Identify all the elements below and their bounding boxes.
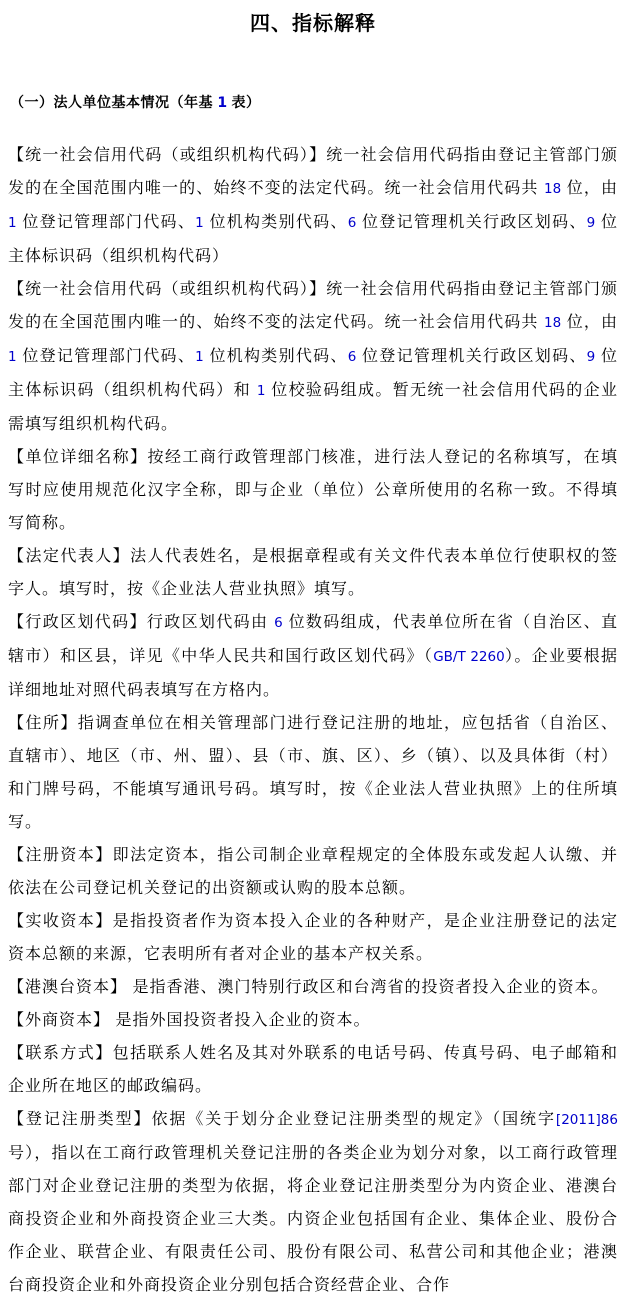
paragraph-text: 号），指以在工商行政管理机关登记注册的各类企业为划分对象，以工商行政管理部门对企业登记注册的类型为依据，将企业登记注册类型分为内资企业、港澳台商投资企业和外商投资企业三大类。内资企业包括国有企业、集体企业、股份合作企业、联营企业、有限责任公司、股份有限公司、私营公司和其他企业；港澳台商投资企业和外商投资企业分别包括合资经营企业、合作 (8, 1145, 618, 1294)
paragraph-text: ）。企业要根据详细地址对照代码表填写在方格内。 (8, 648, 618, 699)
inline-number: 6 (347, 215, 357, 231)
definition-paragraph (8, 139, 618, 273)
inline-number: 1 (256, 383, 266, 399)
inline-number: 1 (195, 349, 204, 365)
paragraph-text: 位机构类别代码、 (203, 348, 348, 365)
paragraph-text: （一）法人单位基本情况（年基 (10, 94, 218, 110)
paragraph-text: 表） (227, 94, 261, 110)
definition-paragraph (8, 273, 618, 441)
paragraphs-container (8, 139, 618, 1302)
definition-paragraph (8, 540, 618, 606)
inline-number: 18 (544, 315, 562, 331)
paragraph-text: 位登记管理部门代码、 (16, 348, 196, 365)
inline-number: 1 (195, 215, 204, 231)
inline-number: 1 (8, 349, 17, 365)
inline-number: 6 (274, 615, 283, 631)
inline-number: 6 (347, 349, 357, 365)
definition-paragraph (8, 839, 618, 905)
paragraph-text: 【统一社会信用代码（或组织机构代码）】统一社会信用代码指由登记主管部门颁发的在全国范围内唯一的、始终不变的法定代码。统一社会信用代码共 (8, 281, 618, 331)
inline-number: GB/T 2260 (433, 649, 505, 665)
definition-paragraph (8, 441, 618, 540)
paragraph-text: 【法定代表人】法人代表姓名，是根据章程或有关文件代表本单位行使职权的签字人。填写时，按《企业法人营业执照》填写。 (8, 548, 618, 598)
paragraph-text: 【注册资本】即法定资本，指公司制企业章程规定的全体股东或发起人认缴、并依法在公司登记机关登记的出资额或认购的股本总额。 (8, 847, 618, 897)
inline-number: 9 (586, 215, 596, 231)
inline-number: 18 (544, 181, 562, 197)
paragraph-text: 位主体标识码（组织机构代码）和 (8, 348, 618, 399)
paragraph-text: 【单位详细名称】按经工商行政管理部门核准，进行法人登记的名称填写，在填写时应使用规范化汉字全称，即与企业（单位）公章所使用的名称一致。不得填写简称。 (8, 449, 618, 532)
definition-paragraph (8, 971, 618, 1004)
paragraph-text: 位，由 (561, 314, 618, 331)
paragraph-text: 位，由 (561, 180, 618, 197)
inline-number: [2011]86 (555, 1112, 618, 1128)
paragraph-text: 位数码组成，代表单位所在省（自治区、直辖市）和区县，详见《中华人民共和国行政区划代码》（ (8, 614, 618, 665)
paragraph-text: 位主体标识码（组织机构代码） (8, 214, 618, 265)
paragraph-text: 【住所】指调查单位在相关管理部门进行登记注册的地址，应包括省（自治区、直辖市）、地区（市、州、盟）、县（市、旗、区）、乡（镇）、以及具体街（村）和门牌号码，不能填写通讯号码。填写时，按《企业法人营业执照》上的住所填写。 (8, 715, 618, 831)
inline-number: 1 (8, 215, 17, 231)
definition-paragraph (8, 1037, 618, 1103)
paragraph-text: 位校验码组成。暂无统一社会信用代码的企业需填写组织机构代码。 (8, 382, 618, 433)
document-page (0, 12, 627, 1302)
definition-paragraph (8, 707, 618, 839)
definition-paragraph (8, 905, 618, 971)
definition-paragraph (8, 1004, 618, 1037)
page-title: 四、指标解释 (250, 13, 376, 35)
paragraph-text: 位登记管理部门代码、 (16, 214, 196, 231)
inline-number: 9 (586, 349, 596, 365)
paragraph-text: 【实收资本】是指投资者作为资本投入企业的各种财产，是企业注册登记的法定资本总额的来源，它表明所有者对企业的基本产权关系。 (8, 913, 618, 963)
paragraph-text: 【外商资本】 是指外国投资者投入企业的资本。 (8, 1012, 371, 1029)
paragraph-text: 【登记注册类型】依据《关于划分企业登记注册类型的规定》（国统字 (8, 1111, 556, 1128)
definition-paragraph (8, 1103, 618, 1302)
paragraph-text: 【港澳台资本】 是指香港、澳门特别行政区和台湾省的投资者投入企业的资本。 (8, 979, 609, 996)
paragraph-text: 位登记管理机关行政区划码、 (356, 348, 587, 365)
paragraph-text: 【行政区划代码】行政区划代码由 (8, 614, 275, 631)
paragraph-text: 【统一社会信用代码（或组织机构代码）】统一社会信用代码指由登记主管部门颁发的在全国范围内唯一的、始终不变的法定代码。统一社会信用代码共 (8, 147, 618, 197)
inline-number: 1 (217, 95, 228, 111)
paragraph-text: 位登记管理机关行政区划码、 (356, 214, 587, 231)
definition-paragraph (8, 606, 618, 707)
section-heading (10, 93, 618, 112)
paragraph-text: 位机构类别代码、 (203, 214, 348, 231)
paragraph-text: 【联系方式】包括联系人姓名及其对外联系的电话号码、传真号码、电子邮箱和企业所在地区的邮政编码。 (8, 1045, 618, 1095)
